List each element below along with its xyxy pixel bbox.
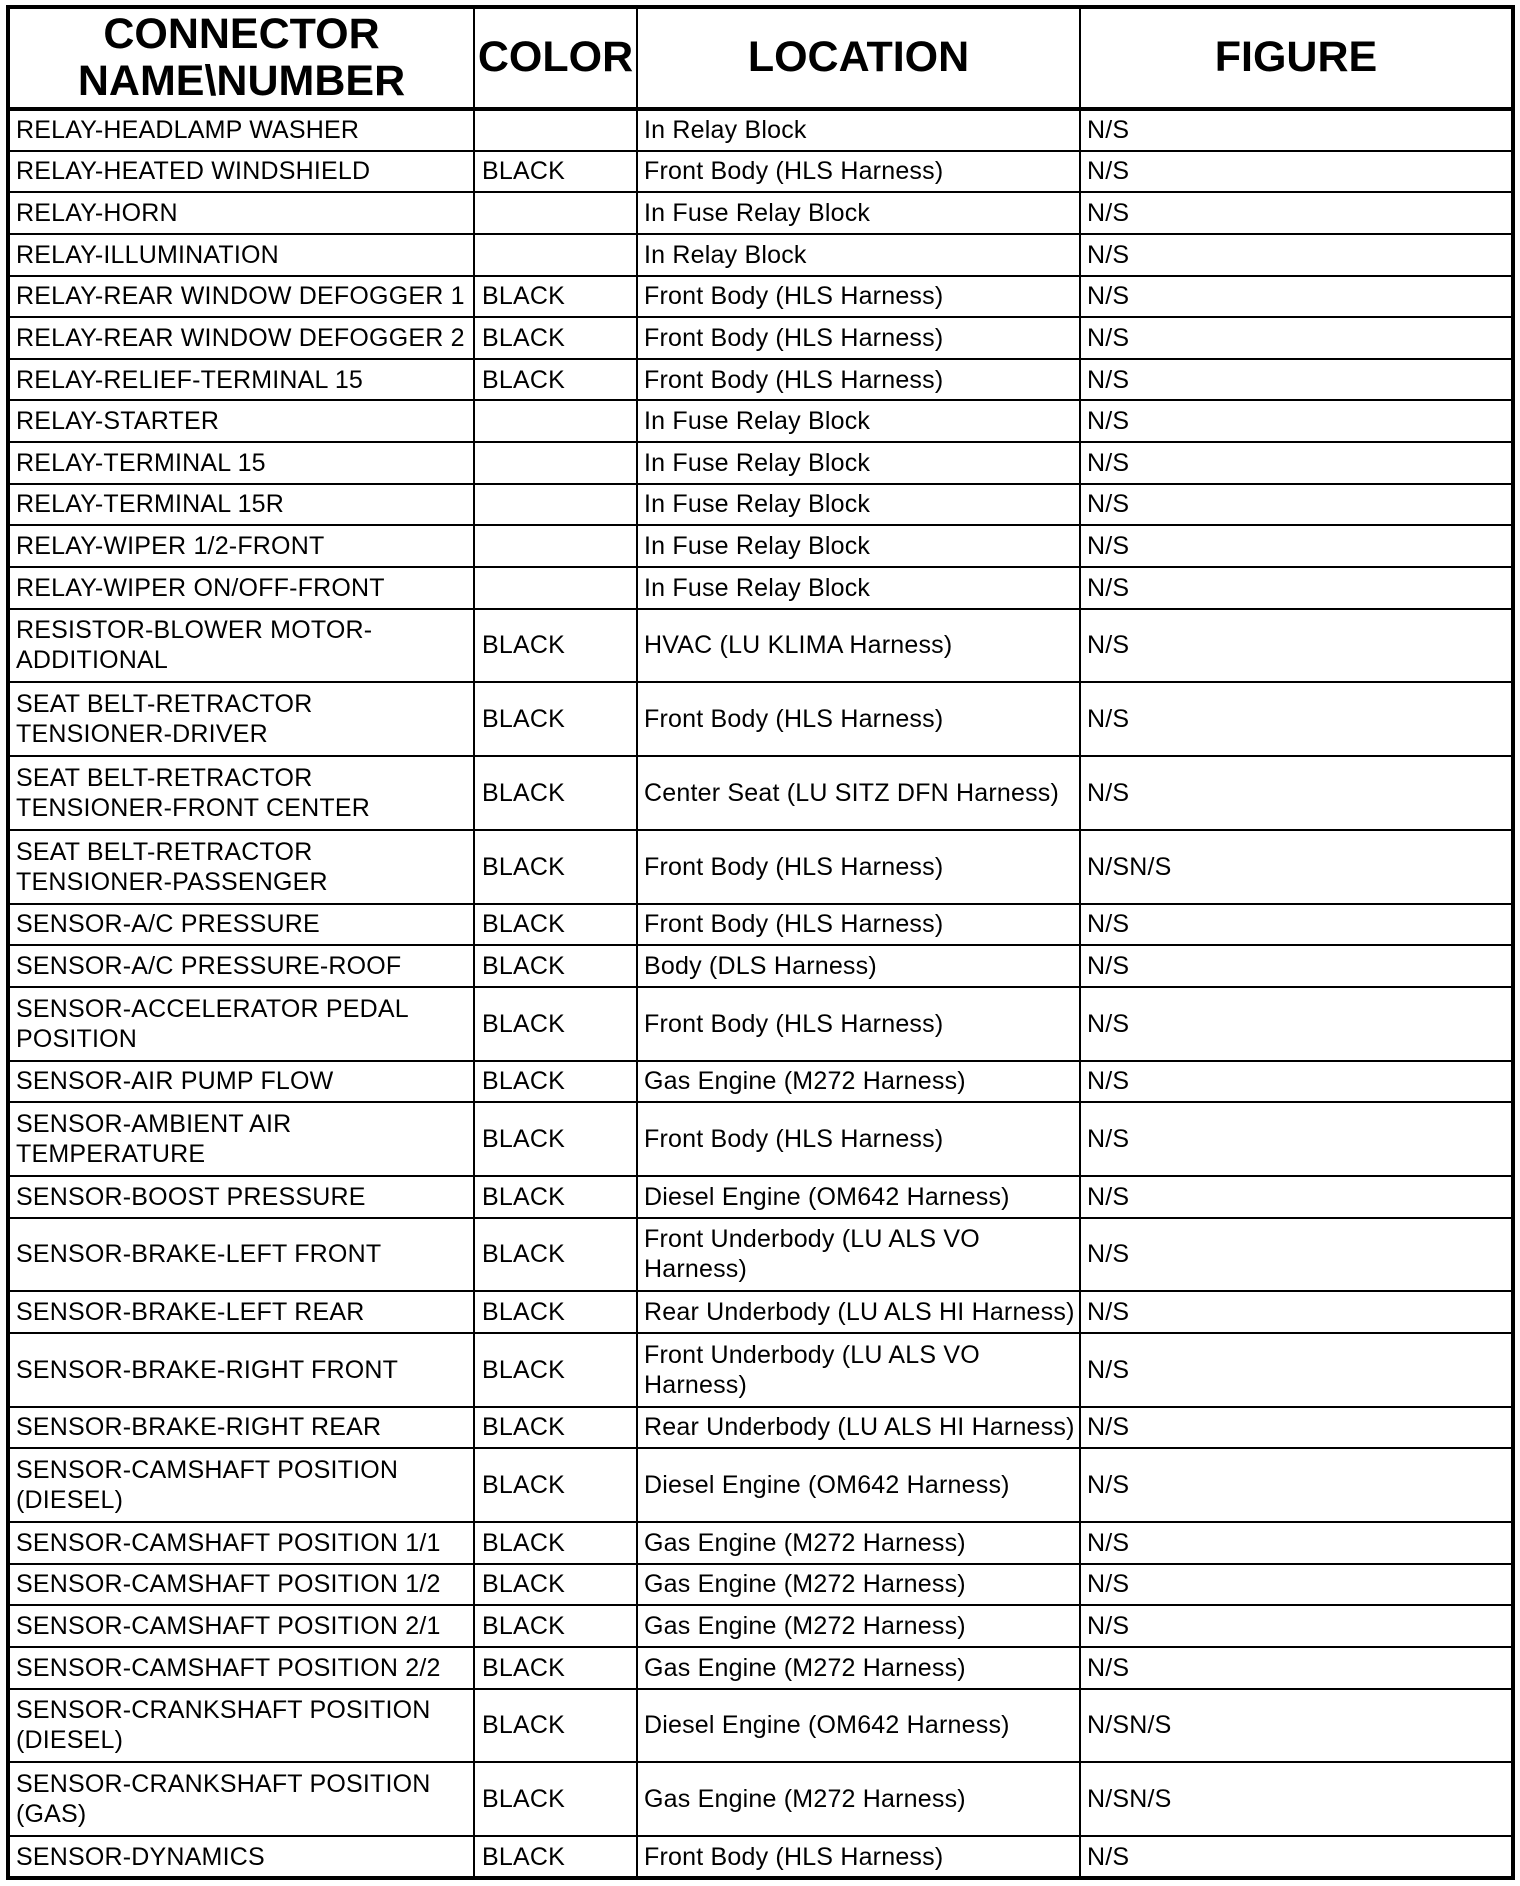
table-row	[8, 400, 1513, 442]
table-row	[8, 525, 1513, 567]
header-color: COLOR	[474, 7, 637, 109]
table-row	[8, 192, 1513, 234]
connector-name-cell: SENSOR-BRAKE-RIGHT REAR	[8, 1407, 474, 1449]
location-cell: Front Body (HLS Harness)	[637, 987, 1080, 1061]
figure-cell: N/S	[1080, 525, 1513, 567]
figure-cell: N/S	[1080, 1333, 1513, 1407]
location-cell: Gas Engine (M272 Harness)	[637, 1762, 1080, 1836]
figure-cell: N/S	[1080, 987, 1513, 1061]
header-location: LOCATION	[637, 7, 1080, 109]
table-row	[8, 756, 1513, 830]
figure-cell: N/S	[1080, 1448, 1513, 1522]
table-row	[8, 1061, 1513, 1103]
connector-name-cell: SENSOR-CRANKSHAFT POSITION (DIESEL)	[8, 1689, 474, 1763]
location-cell: Diesel Engine (OM642 Harness)	[637, 1448, 1080, 1522]
table-row	[8, 1291, 1513, 1333]
location-cell: Gas Engine (M272 Harness)	[637, 1061, 1080, 1103]
connector-name-cell: SENSOR-CRANKSHAFT POSITION (GAS)	[8, 1762, 474, 1836]
figure-cell: N/S	[1080, 1564, 1513, 1606]
connector-name-cell: RELAY-HEATED WINDSHIELD	[8, 151, 474, 193]
color-cell	[474, 442, 637, 484]
table-row	[8, 151, 1513, 193]
color-cell: BLACK	[474, 1564, 637, 1606]
table-row	[8, 1102, 1513, 1176]
location-cell: Gas Engine (M272 Harness)	[637, 1522, 1080, 1564]
figure-cell: N/S	[1080, 567, 1513, 609]
location-cell: In Fuse Relay Block	[637, 442, 1080, 484]
color-cell	[474, 567, 637, 609]
figure-cell: N/S	[1080, 904, 1513, 946]
figure-cell: N/S	[1080, 109, 1513, 151]
figure-cell: N/S	[1080, 442, 1513, 484]
connector-name-cell: SENSOR-BRAKE-RIGHT FRONT	[8, 1333, 474, 1407]
color-cell	[474, 192, 637, 234]
color-cell: BLACK	[474, 756, 637, 830]
connector-name-cell: SEAT BELT-RETRACTOR TENSIONER-PASSENGER	[8, 830, 474, 904]
location-cell: In Relay Block	[637, 234, 1080, 276]
color-cell: BLACK	[474, 1291, 637, 1333]
connector-name-cell: SENSOR-CAMSHAFT POSITION 1/1	[8, 1522, 474, 1564]
table-row	[8, 945, 1513, 987]
figure-cell: N/S	[1080, 317, 1513, 359]
color-cell	[474, 109, 637, 151]
connector-name-cell: SENSOR-DYNAMICS	[8, 1836, 474, 1878]
location-cell: In Fuse Relay Block	[637, 567, 1080, 609]
location-cell: In Fuse Relay Block	[637, 192, 1080, 234]
location-cell: In Fuse Relay Block	[637, 400, 1080, 442]
location-cell: Gas Engine (M272 Harness)	[637, 1647, 1080, 1689]
figure-cell: N/S	[1080, 151, 1513, 193]
location-cell: Front Body (HLS Harness)	[637, 276, 1080, 318]
connector-name-cell: RELAY-ILLUMINATION	[8, 234, 474, 276]
table-row	[8, 1176, 1513, 1218]
color-cell: BLACK	[474, 1762, 637, 1836]
connector-table	[6, 5, 1515, 1880]
header-figure: FIGURE	[1080, 7, 1513, 109]
connector-name-cell: RELAY-STARTER	[8, 400, 474, 442]
table-row	[8, 1333, 1513, 1407]
location-cell: Rear Underbody (LU ALS HI Harness)	[637, 1407, 1080, 1449]
table-body	[8, 109, 1513, 1878]
connector-name-cell: RESISTOR-BLOWER MOTOR-ADDITIONAL	[8, 609, 474, 683]
figure-cell: N/S	[1080, 609, 1513, 683]
connector-name-cell: RELAY-WIPER ON/OFF-FRONT	[8, 567, 474, 609]
figure-cell: N/S	[1080, 484, 1513, 526]
color-cell: BLACK	[474, 1176, 637, 1218]
figure-cell: N/S	[1080, 1605, 1513, 1647]
connector-name-cell: RELAY-REAR WINDOW DEFOGGER 1	[8, 276, 474, 318]
figure-cell: N/S	[1080, 1522, 1513, 1564]
figure-cell: N/S	[1080, 1836, 1513, 1878]
table-row	[8, 317, 1513, 359]
color-cell: BLACK	[474, 359, 637, 401]
connector-name-cell: SENSOR-BOOST PRESSURE	[8, 1176, 474, 1218]
figure-cell: N/SN/S	[1080, 1762, 1513, 1836]
location-cell: Front Underbody (LU ALS VO Harness)	[637, 1218, 1080, 1292]
figure-cell: N/S	[1080, 945, 1513, 987]
figure-cell: N/SN/S	[1080, 830, 1513, 904]
connector-name-cell: SENSOR-BRAKE-LEFT REAR	[8, 1291, 474, 1333]
table-row	[8, 109, 1513, 151]
table-row	[8, 609, 1513, 683]
table-row	[8, 567, 1513, 609]
table-row	[8, 987, 1513, 1061]
table-row	[8, 1218, 1513, 1292]
location-cell: Front Body (HLS Harness)	[637, 1836, 1080, 1878]
connector-name-cell: SEAT BELT-RETRACTOR TENSIONER-FRONT CENTER	[8, 756, 474, 830]
color-cell: BLACK	[474, 1647, 637, 1689]
connector-name-cell: RELAY-HEADLAMP WASHER	[8, 109, 474, 151]
location-cell: Center Seat (LU SITZ DFN Harness)	[637, 756, 1080, 830]
connector-name-cell: RELAY-HORN	[8, 192, 474, 234]
color-cell: BLACK	[474, 1689, 637, 1763]
color-cell: BLACK	[474, 1522, 637, 1564]
table-row	[8, 1522, 1513, 1564]
connector-name-cell: SENSOR-A/C PRESSURE-ROOF	[8, 945, 474, 987]
connector-name-cell: SENSOR-CAMSHAFT POSITION (DIESEL)	[8, 1448, 474, 1522]
table-row	[8, 1647, 1513, 1689]
figure-cell: N/S	[1080, 1647, 1513, 1689]
table-row	[8, 1407, 1513, 1449]
color-cell: BLACK	[474, 682, 637, 756]
connector-name-cell: SENSOR-CAMSHAFT POSITION 2/2	[8, 1647, 474, 1689]
connector-name-cell: RELAY-WIPER 1/2-FRONT	[8, 525, 474, 567]
location-cell: HVAC (LU KLIMA Harness)	[637, 609, 1080, 683]
color-cell	[474, 400, 637, 442]
color-cell: BLACK	[474, 276, 637, 318]
location-cell: Front Underbody (LU ALS VO Harness)	[637, 1333, 1080, 1407]
location-cell: Front Body (HLS Harness)	[637, 1102, 1080, 1176]
table-row	[8, 904, 1513, 946]
figure-cell: N/S	[1080, 359, 1513, 401]
figure-cell: N/S	[1080, 1176, 1513, 1218]
figure-cell: N/S	[1080, 276, 1513, 318]
color-cell: BLACK	[474, 317, 637, 359]
location-cell: Body (DLS Harness)	[637, 945, 1080, 987]
color-cell: BLACK	[474, 1407, 637, 1449]
figure-cell: N/S	[1080, 192, 1513, 234]
location-cell: Gas Engine (M272 Harness)	[637, 1605, 1080, 1647]
connector-name-cell: SENSOR-AMBIENT AIR TEMPERATURE	[8, 1102, 474, 1176]
color-cell: BLACK	[474, 987, 637, 1061]
color-cell: BLACK	[474, 1605, 637, 1647]
table-row	[8, 234, 1513, 276]
location-cell: Front Body (HLS Harness)	[637, 359, 1080, 401]
connector-name-cell: RELAY-RELIEF-TERMINAL 15	[8, 359, 474, 401]
location-cell: In Fuse Relay Block	[637, 484, 1080, 526]
location-cell: Front Body (HLS Harness)	[637, 830, 1080, 904]
figure-cell: N/S	[1080, 756, 1513, 830]
connector-name-cell: RELAY-TERMINAL 15R	[8, 484, 474, 526]
figure-cell: N/S	[1080, 400, 1513, 442]
location-cell: Diesel Engine (OM642 Harness)	[637, 1689, 1080, 1763]
header-row	[8, 7, 1513, 109]
connector-name-cell: SENSOR-A/C PRESSURE	[8, 904, 474, 946]
figure-cell: N/S	[1080, 1291, 1513, 1333]
color-cell: BLACK	[474, 904, 637, 946]
color-cell	[474, 525, 637, 567]
figure-cell: N/S	[1080, 1061, 1513, 1103]
location-cell: Front Body (HLS Harness)	[637, 151, 1080, 193]
table-row	[8, 442, 1513, 484]
location-cell: Rear Underbody (LU ALS HI Harness)	[637, 1291, 1080, 1333]
table-row	[8, 1448, 1513, 1522]
location-cell: Gas Engine (M272 Harness)	[637, 1564, 1080, 1606]
figure-cell: N/SN/S	[1080, 1689, 1513, 1763]
header-connector-name: CONNECTOR NAME\NUMBER	[8, 7, 474, 109]
color-cell: BLACK	[474, 1333, 637, 1407]
connector-name-cell: SENSOR-AIR PUMP FLOW	[8, 1061, 474, 1103]
connector-name-cell: SENSOR-CAMSHAFT POSITION 2/1	[8, 1605, 474, 1647]
color-cell: BLACK	[474, 609, 637, 683]
figure-cell: N/S	[1080, 682, 1513, 756]
location-cell: Front Body (HLS Harness)	[637, 682, 1080, 756]
table-row	[8, 359, 1513, 401]
color-cell: BLACK	[474, 1218, 637, 1292]
table-row	[8, 1605, 1513, 1647]
location-cell: Front Body (HLS Harness)	[637, 904, 1080, 946]
connector-name-cell: SEAT BELT-RETRACTOR TENSIONER-DRIVER	[8, 682, 474, 756]
table-row	[8, 1836, 1513, 1878]
figure-cell: N/S	[1080, 1218, 1513, 1292]
color-cell	[474, 484, 637, 526]
figure-cell: N/S	[1080, 1102, 1513, 1176]
connector-name-cell: SENSOR-CAMSHAFT POSITION 1/2	[8, 1564, 474, 1606]
figure-cell: N/S	[1080, 234, 1513, 276]
table-row	[8, 276, 1513, 318]
color-cell: BLACK	[474, 1836, 637, 1878]
connector-name-cell: RELAY-TERMINAL 15	[8, 442, 474, 484]
location-cell: Front Body (HLS Harness)	[637, 317, 1080, 359]
color-cell: BLACK	[474, 945, 637, 987]
location-cell: Diesel Engine (OM642 Harness)	[637, 1176, 1080, 1218]
table-row	[8, 1564, 1513, 1606]
table-row	[8, 830, 1513, 904]
color-cell: BLACK	[474, 1102, 637, 1176]
table-row	[8, 682, 1513, 756]
table-row	[8, 1762, 1513, 1836]
color-cell: BLACK	[474, 830, 637, 904]
figure-cell: N/S	[1080, 1407, 1513, 1449]
table-row	[8, 484, 1513, 526]
color-cell: BLACK	[474, 151, 637, 193]
color-cell: BLACK	[474, 1448, 637, 1522]
color-cell: BLACK	[474, 1061, 637, 1103]
connector-name-cell: RELAY-REAR WINDOW DEFOGGER 2	[8, 317, 474, 359]
location-cell: In Relay Block	[637, 109, 1080, 151]
connector-name-cell: SENSOR-BRAKE-LEFT FRONT	[8, 1218, 474, 1292]
connector-name-cell: SENSOR-ACCELERATOR PEDAL POSITION	[8, 987, 474, 1061]
table-row	[8, 1689, 1513, 1763]
location-cell: In Fuse Relay Block	[637, 525, 1080, 567]
color-cell	[474, 234, 637, 276]
